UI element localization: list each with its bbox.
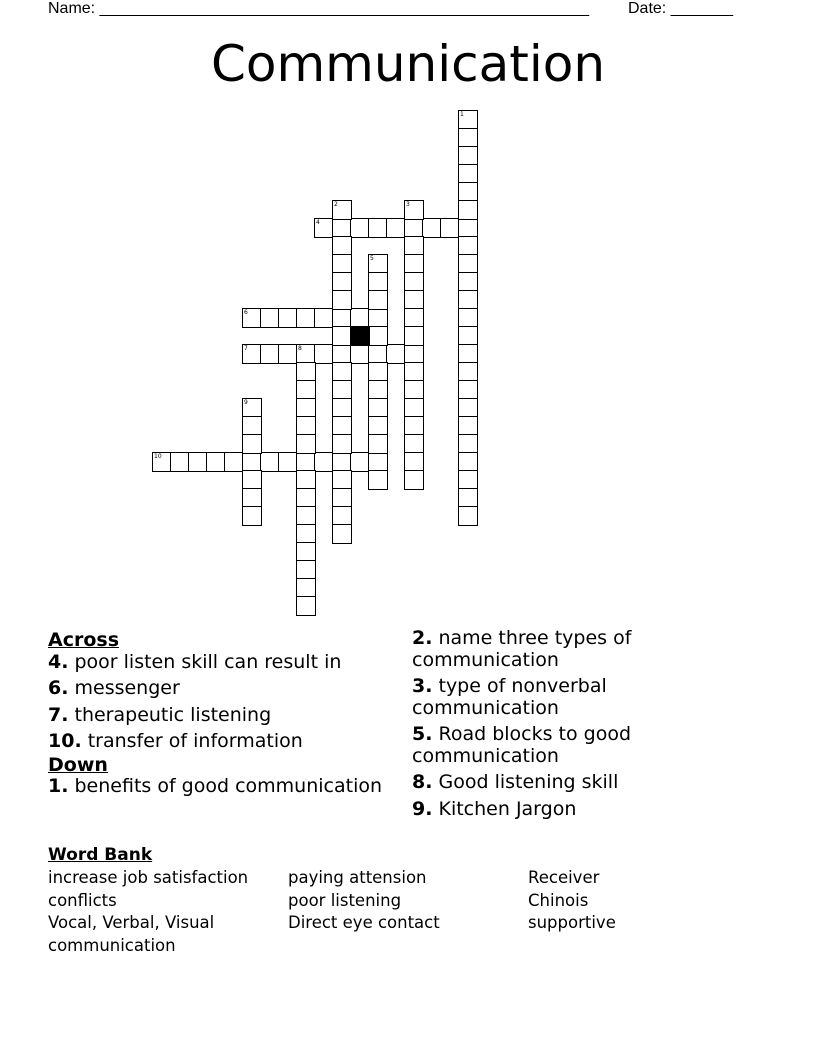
word-bank-item: Vocal, Verbal, Visual [48,913,215,932]
crossword-cell[interactable] [188,452,208,472]
crossword-cell[interactable] [386,344,406,364]
clue-down-1 [48,776,393,798]
crossword-cell[interactable] [278,308,298,328]
word-bank-item: supportive [528,913,616,932]
crossword-cell[interactable] [296,470,316,490]
crossword-cell-number: 3 [406,201,410,208]
crossword-cell[interactable] [332,416,352,436]
crossword-cell[interactable] [368,470,388,490]
crossword-cell[interactable] [350,308,370,328]
crossword-cell[interactable] [368,308,388,328]
word-bank-item: Receiver [528,868,600,887]
crossword-cell[interactable] [458,470,478,490]
crossword-cell[interactable] [296,506,316,526]
crossword-cell[interactable] [332,470,352,490]
crossword-cell-number: 2 [334,201,338,208]
clue-down-5 [412,724,712,767]
clue-down-9 [412,799,712,821]
clue-number: 10. [48,730,82,752]
clue-across-10 [48,731,393,753]
clue-text: name three types of communication [412,627,632,671]
crossword-cell[interactable] [332,218,352,238]
word-bank-heading: Word Bank [48,845,153,865]
crossword-cell[interactable] [260,452,280,472]
crossword-cell[interactable] [368,290,388,310]
crossword-cell[interactable] [296,596,316,616]
crossword-cell-number: 4 [316,219,320,226]
clue-text: benefits of good communication [68,775,383,797]
crossword-cell-number: 7 [244,345,248,352]
crossword-cell[interactable] [368,326,388,346]
word-bank-column-2 [288,867,440,935]
clue-down-2 [412,628,712,671]
crossword-cell-number: 8 [298,345,302,352]
crossword-cell[interactable] [170,452,190,472]
crossword-cell[interactable] [296,542,316,562]
crossword-cell[interactable] [224,452,244,472]
clue-across-7 [48,705,393,727]
clue-text: messenger [68,677,180,699]
crossword-cell[interactable] [350,452,370,472]
crossword-cell[interactable] [368,452,388,472]
crossword-cell[interactable] [404,326,424,346]
crossword-cell[interactable] [404,290,424,310]
crossword-cell[interactable] [332,506,352,526]
crossword-cell[interactable] [458,254,478,274]
word-bank-column-1 [48,867,248,957]
clue-text: Good listening skill [432,771,619,793]
crossword-cell-number: 9 [244,399,248,406]
crossword-cell[interactable] [332,524,352,544]
clue-number: 2. [412,627,433,649]
crossword-cell[interactable] [242,398,262,418]
crossword-cell[interactable] [296,452,316,472]
crossword-cell[interactable] [422,218,442,238]
crossword-cell[interactable] [242,488,262,508]
crossword-cell[interactable] [404,398,424,418]
crossword-cell[interactable] [332,290,352,310]
crossword-cell[interactable] [260,344,280,364]
crossword-cell[interactable] [296,380,316,400]
clue-number: 7. [48,703,69,726]
clue-text: therapeutic listening [68,703,272,726]
crossword-cell[interactable] [332,200,352,220]
crossword-cell[interactable] [296,488,316,508]
word-bank-item: increase job satisfaction [48,868,249,887]
crossword-cell[interactable] [458,236,478,256]
crossword-cell[interactable] [332,308,352,328]
crossword-cell-number: 5 [370,255,374,262]
crossword-cell[interactable] [458,308,478,328]
crossword-cell[interactable] [332,272,352,292]
clue-number: 5. [412,723,433,745]
crossword-cell-number: 1 [460,111,464,118]
crossword-cell[interactable] [404,254,424,274]
crossword-cell[interactable] [242,452,262,472]
clue-number: 8. [412,771,433,793]
crossword-cell[interactable] [296,362,316,382]
crossword-cell[interactable] [368,272,388,292]
crossword-black-cell [350,326,370,346]
crossword-cell[interactable] [440,218,460,238]
crossword-cell[interactable] [458,506,478,526]
crossword-cell[interactable] [368,218,388,238]
word-bank-item: Chinois [528,890,589,910]
clue-down-8 [412,772,712,794]
clue-number: 3. [412,675,433,697]
crossword-cell[interactable] [458,452,478,472]
crossword-cell[interactable] [350,218,370,238]
crossword-cell[interactable] [332,434,352,454]
crossword-cell[interactable] [368,254,388,274]
crossword-cell[interactable] [296,398,316,418]
clue-text: Road blocks to good communication [412,723,632,767]
crossword-cell[interactable] [332,488,352,508]
crossword-cell[interactable] [404,452,424,472]
crossword-cell[interactable] [206,452,226,472]
crossword-cell[interactable] [260,308,280,328]
crossword-cell[interactable] [152,452,172,472]
crossword-cell[interactable] [278,344,298,364]
crossword-cell[interactable] [404,380,424,400]
crossword-cell[interactable] [314,218,334,238]
crossword-cell[interactable] [332,398,352,418]
crossword-cell[interactable] [404,344,424,364]
name-field-label[interactable]: Name: _______________________________________________________ [48,0,589,17]
word-bank [48,844,768,955]
crossword-cell[interactable] [404,236,424,256]
crossword-cell[interactable] [242,308,262,328]
crossword-cell[interactable] [242,344,262,364]
crossword-cell[interactable] [458,416,478,436]
crossword-cell[interactable] [458,200,478,220]
crossword-cell[interactable] [386,218,406,238]
crossword-cell[interactable] [404,308,424,328]
crossword-cell[interactable] [296,344,316,364]
crossword-cell[interactable] [458,128,478,148]
crossword-cell[interactable] [458,272,478,292]
clue-text: Kitchen Jargon [432,797,577,820]
crossword-cell[interactable] [458,290,478,310]
crossword-cell[interactable] [368,344,388,364]
clue-text: type of nonverbal communication [412,675,607,719]
crossword-cell[interactable] [242,434,262,454]
crossword-cell[interactable] [242,416,262,436]
crossword-cell[interactable] [404,362,424,382]
crossword-cell[interactable] [458,110,478,130]
word-bank-item: paying attension [288,868,427,887]
clues-right-column [412,628,712,825]
clue-down-3 [412,676,712,719]
crossword-cell[interactable] [242,506,262,526]
crossword-cell[interactable] [458,326,478,346]
clue-number: 6. [48,677,69,699]
word-bank-column-3 [528,867,616,935]
crossword-cell[interactable] [404,416,424,436]
crossword-cell[interactable] [350,344,370,364]
crossword-cell[interactable] [404,434,424,454]
crossword-cell[interactable] [296,524,316,544]
crossword-cell[interactable] [368,380,388,400]
crossword-cell[interactable] [296,416,316,436]
crossword-cell[interactable] [404,272,424,292]
clue-text: poor listen skill can result in [68,650,342,673]
clue-number: 1. [48,775,69,797]
crossword-cell[interactable] [296,434,316,454]
crossword-cell[interactable] [458,380,478,400]
crossword-cell[interactable] [332,254,352,274]
clue-number: 4. [48,650,69,673]
clues-left-column [48,628,393,803]
crossword-cell[interactable] [458,434,478,454]
crossword-cell[interactable] [458,398,478,418]
crossword-cell-number: 10 [154,453,162,460]
crossword-cell[interactable] [242,470,262,490]
crossword-cell[interactable] [458,362,478,382]
down-heading: Down [48,753,108,776]
crossword-cell[interactable] [314,452,334,472]
crossword-cell[interactable] [368,362,388,382]
clue-across-6 [48,678,393,700]
word-bank-item: conflicts [48,890,117,910]
crossword-cell[interactable] [404,470,424,490]
word-bank-item: poor listening [288,890,402,910]
crossword-cell[interactable] [332,452,352,472]
crossword-cell-number: 6 [244,309,248,316]
crossword-cell[interactable] [368,416,388,436]
crossword-cell[interactable] [332,380,352,400]
crossword-cell[interactable] [296,308,316,328]
date-field-label[interactable]: Date: _______ [628,0,733,17]
crossword-cell[interactable] [332,326,352,346]
crossword-cell[interactable] [458,146,478,166]
clue-text: transfer of information [81,730,303,752]
crossword-cell[interactable] [332,236,352,256]
page-title: Communication [210,35,606,93]
crossword-cell[interactable] [458,164,478,184]
crossword-cell[interactable] [458,488,478,508]
crossword-cell[interactable] [458,182,478,202]
crossword-cell[interactable] [332,344,352,364]
crossword-cell[interactable] [404,218,424,238]
clue-across-4 [48,652,393,674]
crossword-cell[interactable] [404,200,424,220]
word-bank-item: communication [48,935,176,955]
crossword-cell[interactable] [314,308,334,328]
crossword-cell[interactable] [296,560,316,580]
crossword-cell[interactable] [458,344,478,364]
crossword-cell[interactable] [296,578,316,598]
crossword-cell[interactable] [278,452,298,472]
crossword-cell[interactable] [458,218,478,238]
crossword-cell[interactable] [368,434,388,454]
word-bank-item: Direct eye contact [288,913,440,932]
across-heading: Across [48,629,120,651]
crossword-cell[interactable] [368,398,388,418]
crossword-cell[interactable] [314,344,334,364]
crossword-cell[interactable] [332,362,352,382]
clue-number: 9. [412,797,433,820]
